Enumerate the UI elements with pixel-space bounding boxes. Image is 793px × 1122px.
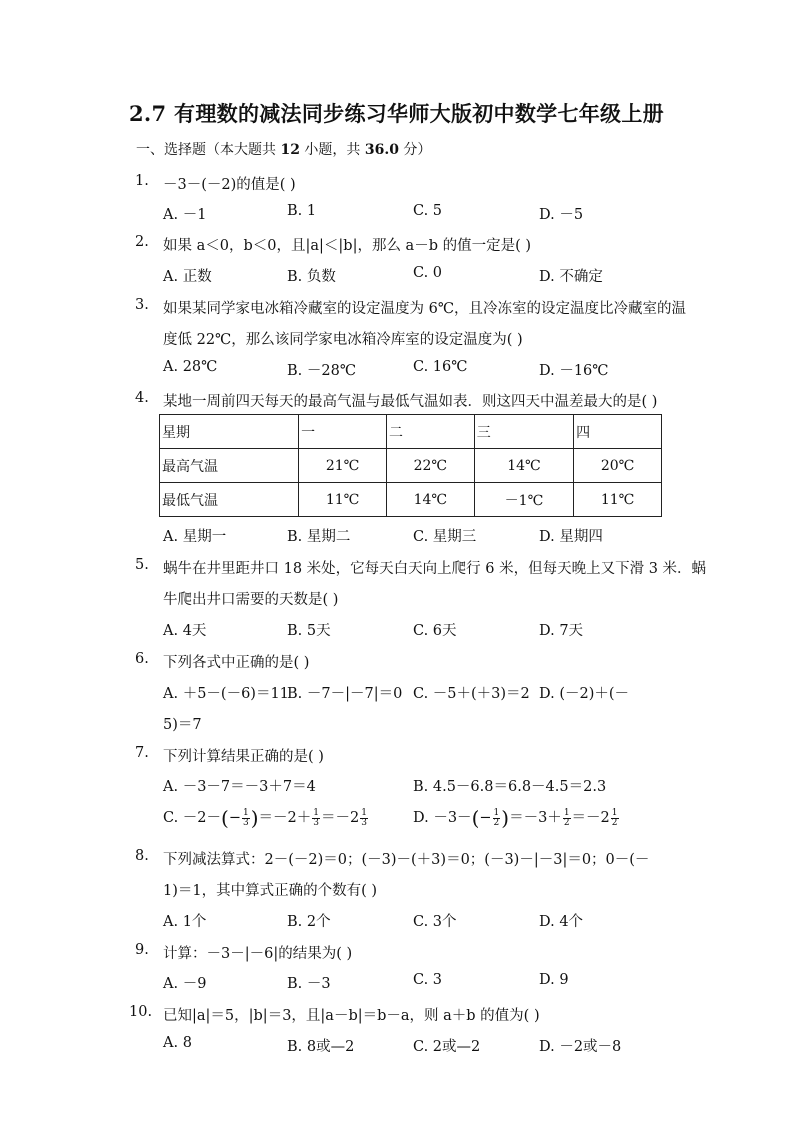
table-cell: 星期 xyxy=(160,415,299,449)
option-b[interactable]: B. －3 xyxy=(287,976,331,992)
option-c[interactable]: C. 3个 xyxy=(413,914,457,930)
question-number: 3. xyxy=(135,297,149,313)
option-b[interactable]: B. 1 xyxy=(287,203,317,219)
fraction: $\frac{1}{2}$ xyxy=(563,807,570,828)
option-d[interactable]: D. 7天 xyxy=(539,623,584,639)
option-c[interactable]: C. 2或—2 xyxy=(413,1039,481,1055)
question-text: 某地一周前四天每天的最高气温与最低气温如表．则这四天中温差最大的是( ) xyxy=(163,394,658,410)
question-number: 9. xyxy=(135,942,149,958)
option-b[interactable]: B. －7－|－7|＝0 xyxy=(287,686,403,702)
table-row xyxy=(160,483,662,517)
table-cell: －1℃ xyxy=(474,483,573,517)
table-header-row xyxy=(160,415,662,449)
question-text: 度低 22℃，那么该同学家电冰箱冷库室的设定温度为( ) xyxy=(163,332,523,348)
option-c[interactable]: C. 5 xyxy=(413,203,443,219)
fraction: $\frac{1}{3}$ xyxy=(361,807,367,828)
option-a[interactable]: A. －1 xyxy=(163,207,207,223)
option-d[interactable]: D. 4个 xyxy=(539,914,584,930)
table-row xyxy=(160,449,662,483)
option-d[interactable]: D. －5 xyxy=(539,207,584,223)
table-cell: 14℃ xyxy=(386,483,474,517)
question-number: 6. xyxy=(135,651,149,667)
table-cell: 20℃ xyxy=(574,449,662,483)
table-cell: 11℃ xyxy=(574,483,662,517)
option-b[interactable]: B. 8或—2 xyxy=(287,1039,355,1055)
option-c[interactable]: C. 3 xyxy=(413,972,443,988)
question-text: 1)＝1，其中算式正确的个数有( ) xyxy=(163,883,378,899)
table-cell: 四 xyxy=(574,415,662,449)
option-c[interactable]: C. 6天 xyxy=(413,623,457,639)
option-b[interactable]: B. 星期二 xyxy=(287,529,351,545)
question-text: 如果 a＜0，b＜0，且|a|＜|b|，那么 a－b 的值一定是( ) xyxy=(163,238,532,254)
option-b[interactable]: B. 4.5－6.8＝6.8－4.5＝2.3 xyxy=(413,779,607,795)
option-d[interactable]: D. (－2)＋(－ xyxy=(539,686,630,702)
question-text: 已知|a|＝5，|b|＝3，且|a－b|＝b－a，则 a＋b 的值为( ) xyxy=(163,1008,540,1024)
question-number: 2. xyxy=(135,234,149,250)
option-d[interactable]: D. 不确定 xyxy=(539,269,603,285)
option-b[interactable]: B. 2个 xyxy=(287,914,331,930)
question-number: 8. xyxy=(135,848,149,864)
question-number: 5. xyxy=(135,557,149,573)
fraction: $\frac{1}{2}$ xyxy=(611,807,618,828)
question-text: 牛爬出井口需要的天数是( ) xyxy=(163,592,339,608)
fraction: $\frac{1}{3}$ xyxy=(313,807,320,828)
document-title: 2.7 有理数的减法同步练习华师大版初中数学七年级上册 xyxy=(129,101,664,126)
table-cell: 21℃ xyxy=(299,449,387,483)
question-number: 1. xyxy=(135,173,149,189)
temperature-table xyxy=(159,414,662,517)
section-heading: 一、选择题（本大题共 12 小题，共 36.0 分） xyxy=(136,142,432,158)
question-text: 如果某同学家电冰箱冷藏室的设定温度为 6℃，且冷冻室的设定温度比冷藏室的温 xyxy=(163,301,687,317)
fraction: $\frac{1}{3}$ xyxy=(243,807,249,828)
table-cell: 最高气温 xyxy=(160,449,299,483)
option-d-continuation: 5)＝7 xyxy=(163,717,202,733)
option-a[interactable]: A. 8 xyxy=(163,1035,192,1051)
option-d[interactable]: D. 星期四 xyxy=(539,529,603,545)
question-text: 下列计算结果正确的是( ) xyxy=(163,749,324,765)
option-b[interactable]: B. 负数 xyxy=(287,269,336,285)
question-text: －3－(－2)的值是( ) xyxy=(163,177,296,193)
option-c[interactable]: C. －2－(− $\frac{1}{3}$ )＝－2＋ $\frac{1}{3}$ ＝－2 $\frac{1}{3}$ xyxy=(163,806,367,830)
option-d[interactable]: D. －3－(− $\frac{1}{2}$ )＝－3＋ $\frac{1}{2}$ ＝－2 $\frac{1}{2}$ xyxy=(413,806,618,830)
table-cell: 最低气温 xyxy=(160,483,299,517)
option-d[interactable]: D. －2或－8 xyxy=(539,1039,622,1055)
question-text: 蜗牛在井里距井口 18 米处，它每天白天向上爬行 6 米，但每天晚上又下滑 3 米．蜗 xyxy=(163,561,707,577)
question-text: 下列各式中正确的是( ) xyxy=(163,655,310,671)
question-number: 4. xyxy=(135,390,149,406)
option-a[interactable]: A. 28℃ xyxy=(163,359,218,375)
question-text: 下列减法算式：2－(－2)＝0；(－3)－(＋3)＝0；(－3)－|－3|＝0；0－(－ xyxy=(163,852,650,868)
option-c[interactable]: C. －5＋(＋3)＝2 xyxy=(413,686,530,702)
question-number: 7. xyxy=(135,745,149,761)
option-b[interactable]: B. －28℃ xyxy=(287,363,357,379)
table-cell: 二 xyxy=(386,415,474,449)
option-d[interactable]: D. 9 xyxy=(539,972,569,988)
table-cell: 11℃ xyxy=(299,483,387,517)
option-c[interactable]: C. 星期三 xyxy=(413,529,477,545)
option-a[interactable]: A. ＋5－(－6)＝11 xyxy=(163,686,289,702)
option-a[interactable]: A. －9 xyxy=(163,976,207,992)
option-c[interactable]: C. 16℃ xyxy=(413,359,468,375)
option-b[interactable]: B. 5天 xyxy=(287,623,331,639)
option-a[interactable]: A. 正数 xyxy=(163,269,212,285)
table-cell: 22℃ xyxy=(386,449,474,483)
option-a[interactable]: A. 星期一 xyxy=(163,529,227,545)
option-c[interactable]: C. 0 xyxy=(413,265,443,281)
option-a[interactable]: A. －3－7＝－3＋7＝4 xyxy=(163,779,316,795)
question-number: 10. xyxy=(129,1004,153,1020)
table-cell: 一 xyxy=(299,415,387,449)
question-text: 计算：－3－|－6|的结果为( ) xyxy=(163,946,353,962)
option-a[interactable]: A. 1个 xyxy=(163,914,207,930)
fraction: $\frac{1}{2}$ xyxy=(493,807,500,828)
option-a[interactable]: A. 4天 xyxy=(163,623,207,639)
table-cell: 三 xyxy=(474,415,573,449)
option-d[interactable]: D. －16℃ xyxy=(539,363,609,379)
table-cell: 14℃ xyxy=(474,449,573,483)
